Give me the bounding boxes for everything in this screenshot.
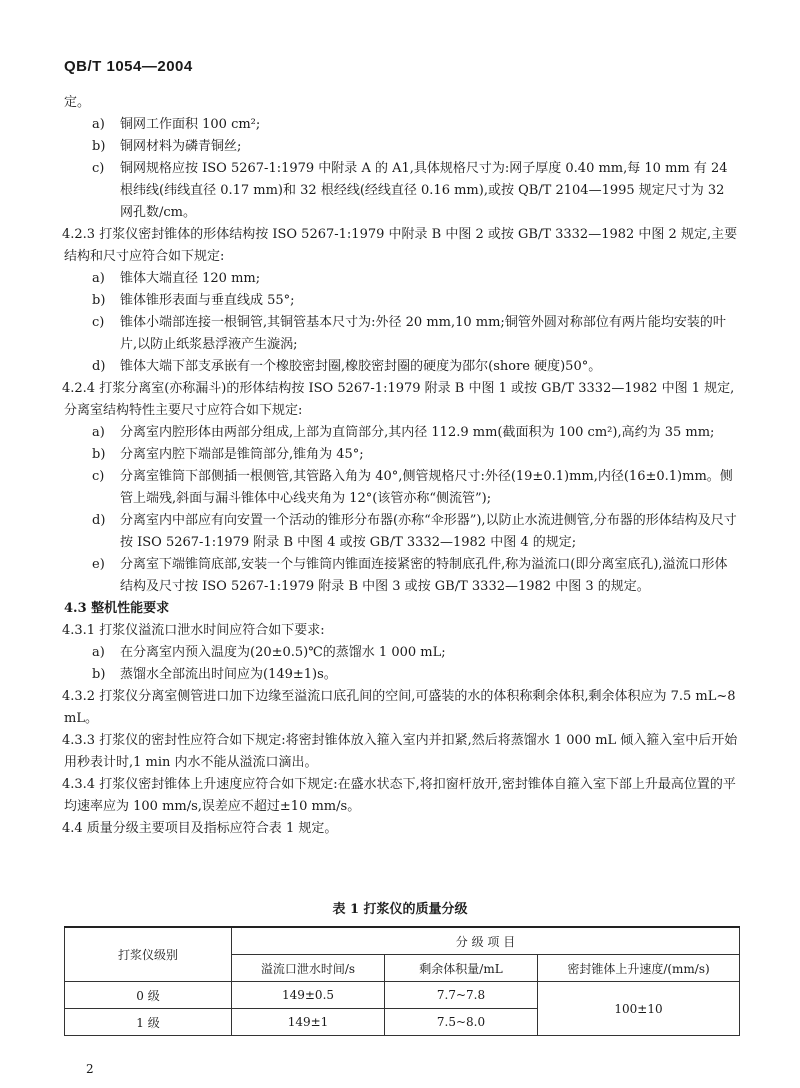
table-cell: 100±10 — [538, 982, 740, 1036]
list-item: b) 蒸馏水全部流出时间应为(149±1)s。 — [92, 667, 337, 682]
table-caption: 表 1 打浆仪的质量分级 — [332, 902, 468, 917]
list-item: a) 锥体大端直径 120 mm; — [92, 271, 261, 286]
continuation-text: 定。 — [64, 95, 91, 110]
grading-table — [64, 926, 740, 1036]
clause-4-2-4: 4.2.4 打浆分离室(亦称漏斗)的形体结构按 ISO 5267-1:1979 附录 B 中图 1 或按 GB/T 3332—1982 中图 1 规定,分离室结构特性主要尺寸应符合如下规定: — [62, 381, 735, 418]
clause-4-3-2: 4.3.2 打浆仪分离室侧管进口加下边缘至溢流口底孔间的空间,可盛装的水的体积称剩余体积,剩余体积应为 7.5 mL~8 mL。 — [62, 689, 736, 726]
list-item: e) 分离室下端锥筒底部,安装一个与锥筒内锥面连接紧密的特制底孔件,称为溢流口(即分离室底孔),溢流口形体结构及尺寸按 ISO 5267-1:1979 附录 B 中图 3 或按 GB/T 3332—1982 中图 3 的规定。 — [92, 557, 728, 594]
table-cell: 149±1 — [232, 1009, 385, 1036]
standard-code: QB/T 1054—2004 — [64, 58, 193, 75]
table-cell: 0 级 — [65, 982, 232, 1009]
clause-4-3-3: 4.3.3 打浆仪的密封性应符合如下规定:将密封锥体放入箍入室内并扣紧,然后将蒸馏水 1 000 mL 倾入箍入室中后开始用秒表计时,1 min 内水不能从溢流口滴出。 — [62, 733, 738, 770]
list-b — [64, 268, 740, 378]
list-item: b) 锥体锥形表面与垂直线成 55°; — [92, 293, 295, 308]
list-item: c) 分离室锥筒下部侧插一根侧管,其管路入角为 40°,侧管规格尺寸:外径(19±0.1)mm,内径(16±0.1)mm。侧管上端残,斜面与漏斗锥体中心线夹角为 12°(该管亦称“侧流管”); — [92, 469, 733, 506]
table-cell: 7.5~8.0 — [385, 1009, 538, 1036]
column-header: 密封锥体上升速度/(mm/s) — [538, 955, 740, 982]
table-row — [65, 982, 740, 1009]
table-cell: 7.7~7.8 — [385, 982, 538, 1009]
clause-4-2-3: 4.2.3 打浆仪密封锥体的形体结构按 ISO 5267-1:1979 中附录 B 中图 2 或按 GB/T 3332—1982 中图 2 规定,主要结构和尺寸应符合如下规定: — [62, 227, 738, 264]
list-item: a) 在分离室内预入温度为(20±0.5)℃的蒸馏水 1 000 mL; — [92, 645, 446, 660]
section-4-3-heading: 4.3 整机性能要求 — [64, 601, 170, 616]
list-item: c) 锥体小端部连接一根铜管,其铜管基本尺寸为:外径 20 mm,10 mm;铜管外圆对称部位有两片能均安装的叶片,以防止纸浆悬浮液产生漩涡; — [92, 315, 726, 352]
table-cell: 149±0.5 — [232, 982, 385, 1009]
list-item: d) 锥体大端下部支承嵌有一个橡胶密封圈,橡胶密封圈的硬度为邵尔(shore 硬度)50°。 — [92, 359, 602, 374]
page-number: 2 — [86, 1062, 94, 1076]
list-item: c) 铜网规格应按 ISO 5267-1:1979 中附录 A 的 A1,具体规格尺寸为:网子厚度 0.40 mm,每 10 mm 有 24 根纬线(纬线直径 0.17 mm)和 32 根经线(经线直径 0.16 mm),或按 QB/T 2104—1995 规定尺寸为 32 网孔数/cm。 — [92, 161, 728, 220]
list-c — [64, 422, 740, 598]
list-item: b) 分离室内腔下端部是锥筒部分,锥角为 45°; — [92, 447, 364, 462]
clause-4-3-1: 4.3.1 打浆仪溢流口泄水时间应符合如下要求: — [62, 623, 325, 638]
column-header: 溢流口泄水时间/s — [232, 955, 385, 982]
table-cell: 1 级 — [65, 1009, 232, 1036]
list-item: a) 分离室内腔形体由两部分组成,上部为直筒部分,其内径 112.9 mm(截面积为 100 cm²),高约为 35 mm; — [92, 425, 715, 440]
clause-4-3-4: 4.3.4 打浆仪密封锥体上升速度应符合如下规定:在盛水状态下,将扣窗杆放开,密封锥体自箍入室下部上升最高位置的平均速率应为 100 mm/s,误差应不超过±10 mm/s。 — [62, 777, 736, 814]
table-group-header: 分 级 项 目 — [232, 927, 740, 955]
clause-4-4: 4.4 质量分级主要项目及指标应符合表 1 规定。 — [62, 821, 338, 836]
list-item: b) 铜网材料为磷青铜丝; — [92, 139, 242, 154]
list-item: a) 铜网工作面积 100 cm²; — [92, 117, 261, 132]
list-d — [64, 642, 740, 686]
document-body — [64, 92, 740, 840]
list-item: d) 分离室内中部应有向安置一个活动的锥形分布器(亦称“伞形器”),以防止水流进侧管,分布器的形体结构及尺寸按 ISO 5267-1:1979 附录 B 中图 4 或按 GB/T 3332—1982 中图 4 的规定; — [92, 513, 737, 550]
table-row-header: 打浆仪级别 — [65, 927, 232, 982]
list-a — [64, 114, 740, 224]
column-header: 剩余体积量/mL — [385, 955, 538, 982]
